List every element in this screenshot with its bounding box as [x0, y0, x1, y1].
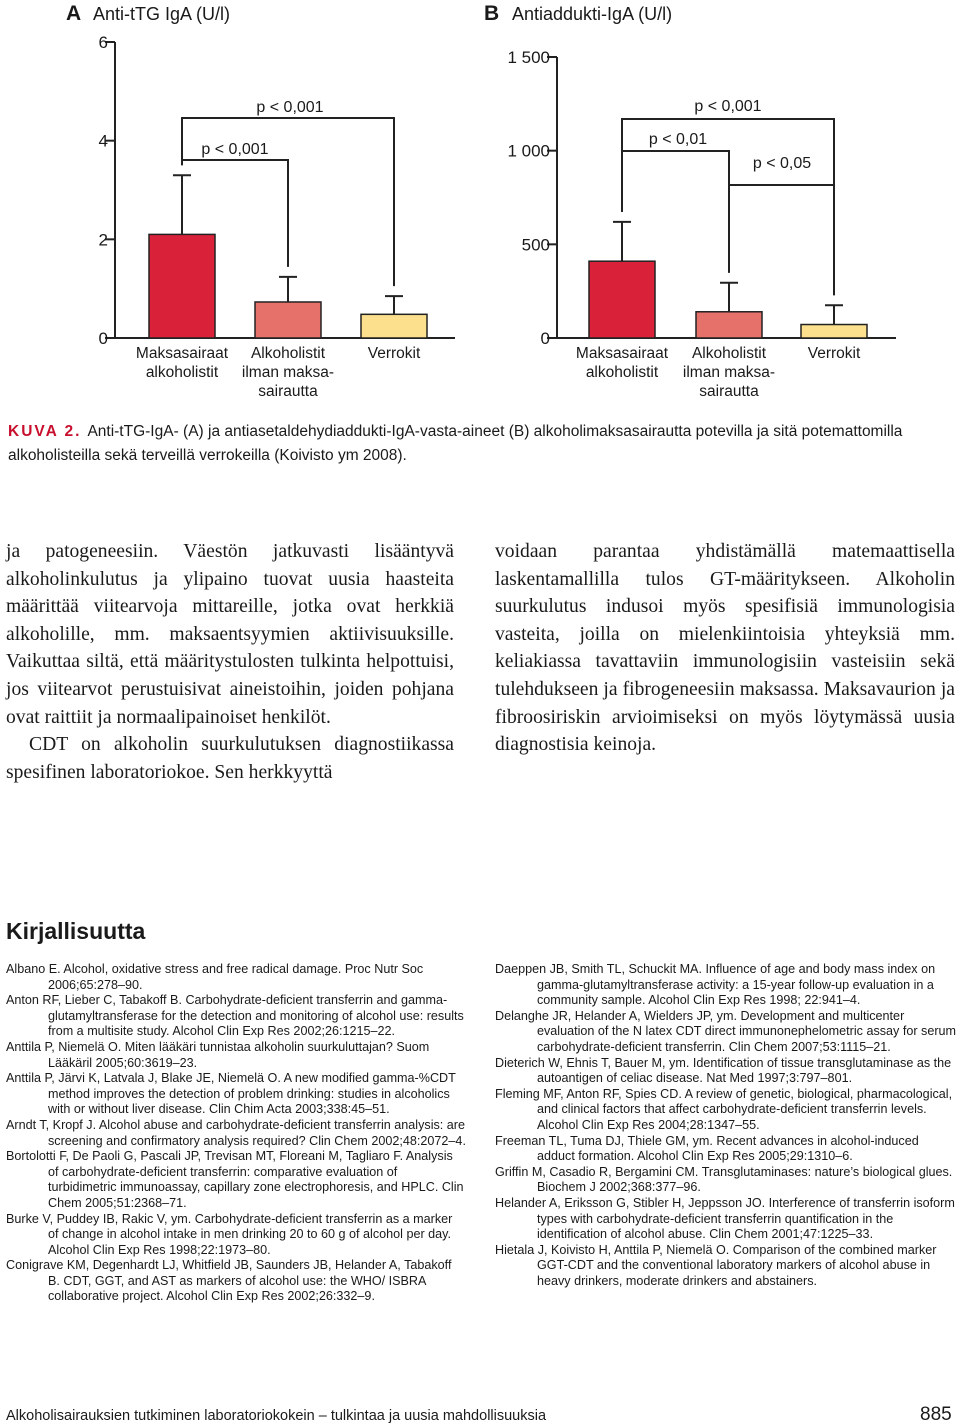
x-category-label: Maksasairaat: [135, 345, 229, 362]
x-category-label: Verrokit: [367, 345, 421, 362]
references-heading: Kirjallisuutta: [6, 918, 146, 944]
y-tick-label: 6: [98, 33, 108, 52]
y-tick-label: 1 000: [507, 141, 550, 161]
x-category-label: alkoholistit: [585, 364, 659, 381]
references-column-right: [495, 962, 957, 1289]
panel-a-letter: A: [66, 2, 82, 25]
bar: [361, 314, 427, 338]
significance-bracket: [729, 185, 834, 295]
chart-panel-b: [507, 48, 896, 400]
reference-item: Helander A, Eriksson G, Stibler H, Jeppsson JO. Interference of transferrin isoform types with carbohydrate-deficient transferrin quantification in the identification of alcohol abuse. Clin Chem 2001;47:1225–33.: [495, 1195, 955, 1242]
x-category-label: Verrokit: [807, 345, 861, 362]
significance-bracket: [622, 151, 729, 273]
reference-item: Anttila P, Niemelä O. Miten lääkäri tunnistaa alkoholin suurkuluttajan? Suom Lääkäril 2005;60:3619–23.: [6, 1039, 430, 1070]
y-tick-label: 0: [98, 329, 108, 348]
bar: [149, 234, 215, 338]
panel-b-title: Antiaddukti-IgA (U/l): [512, 4, 673, 24]
body-column-right: [495, 538, 955, 759]
reference-item: Anton RF, Lieber C, Tabakoff B. Carbohydrate-deficient transferrin and gamma-glutamyltransferase for the detection and monitoring of alcohol use: results from a multisite study. Alcohol Clin Exp Res 2002;26:1215–22.: [6, 993, 464, 1039]
x-category-label: Alkoholistit: [250, 345, 326, 362]
reference-item: Freeman TL, Tuma DJ, Thiele GM, ym. Recent advances in alcohol-induced adduct formation. Alcohol Clin Exp Res 2005;29:1310–6.: [495, 1133, 919, 1164]
x-category-label: Maksasairaat: [575, 345, 669, 362]
reference-item: Albano E. Alcohol, oxidative stress and free radical damage. Proc Nutr Soc 2006;65:278–90.: [6, 962, 424, 992]
reference-item: Bortolotti F, De Paoli G, Pascali JP, Trevisan MT, Floreani M, Tagliaro F. Analysis of carbohydrate-deficient transferrin: comparative evaluation of turbidimetric immunoassay, capillary zone electrophoresis, and HPLC. Clin Chem 2005;51:2368–71.: [6, 1149, 464, 1210]
bar: [696, 312, 762, 338]
p-value-label: p < 0,001: [694, 98, 762, 115]
reference-item: Conigrave KM, Degenhardt LJ, Whitfield JB, Saunders JB, Helander A, Tabakoff B. CDT, GGT, and AST as markers of alcohol use: the WHO/ ISBRA collaborative project. Alcohol Clin Exp Res 2002;26:332–9.: [6, 1258, 452, 1304]
x-category-label: ilman maksa-: [682, 364, 776, 381]
reference-item: Dieterich W, Ehnis T, Bauer M, ym. Identification of tissue transglutaminase as the autoantigen of celiac disease. Nat Med 1997;3:797–801.: [495, 1055, 952, 1086]
reference-item: Griffin M, Casadio R, Bergamini CM. Transglutaminases: nature’s biological glues. Biochem J 2002;368:377–96.: [495, 1164, 953, 1195]
reference-item: Arndt T, Kropf J. Alcohol abuse and carbohydrate-deficient transferrin analysis: are screening and confirmatory analysis required? Clin Chem 2002;48:2072–4.: [6, 1117, 466, 1148]
y-tick-label: 0: [540, 329, 550, 348]
page-number: 885: [920, 1404, 952, 1425]
reference-item: Burke V, Puddey IB, Rakic V, ym. Carbohydrate-deficient transferrin as a marker of change in alcohol intake in men drinking 20 to 60 g of alcohol per day. Alcohol Clin Exp Res 1998;22:1973–80.: [6, 1211, 453, 1257]
x-category-label: alkoholistit: [145, 364, 219, 381]
reference-item: Delanghe JR, Helander A, Wielders JP, ym. Development and multicenter evaluation of the N latex CDT direct immunonephelometric assay for serum carbohydrate-deficient transferrin. Clin Chem 2007;53:1115–21.: [495, 1008, 957, 1054]
bar: [801, 325, 867, 338]
y-tick-label: 4: [98, 131, 108, 151]
panel-a-title: Anti-tTG IgA (U/l): [93, 4, 231, 24]
body-paragraph: voidaan parantaa yhdistämällä matemaattisella laskentamallilla tulos GT-määritykseen. Alkoholin suurkulutus indusoi myös spesifisiä immunologisia vasteita, joilla on mielenkiintoisia yhteyksiä mm. keliakiassa tavattaviin immunologisiin vasteisiin sekä tulehdukseen ja fibrogeneesiin maksassa. Maksavaurion ja fibroosiriskin arvioimiseksi on myös löytymässä uusia diagnostisia keinoja.: [495, 541, 955, 756]
p-value-label: p < 0,001: [201, 141, 269, 158]
y-tick-label: 500: [521, 235, 550, 255]
reference-item: Fleming MF, Anton RF, Spies CD. A review of genetic, biological, pharmacological, and clinical factors that affect carbohydrate-deficient transferrin levels. Alcohol Clin Exp Res 2004;28:1347–55.: [495, 1086, 953, 1132]
p-value-label: p < 0,05: [752, 155, 812, 172]
y-tick-label: 1 500: [507, 48, 550, 67]
reference-item: Daeppen JB, Smith TL, Schuckit MA. Influence of age and body mass index on gamma-glutamyltransferase activity: a 15-year follow-up evaluation in a community sample. Alcohol Clin Exp Res 1998; 22:941–4.: [495, 962, 936, 1008]
body-paragraph: ja patogeneesiin. Väestön jatkuvasti lisääntyvä alkoholinkulutus ja ylipaino tuovat uusia haasteita määrittää viitearvoja mittareille, jotka ovat herkkiä alkoholille, mm. maksaentsyymien aktiivisuuksille. Vaikuttaa siltä, että määritystulosten tulkinta helpottuisi, jos viitearvot perustuisivat aineistoihin, joiden pohjana ovat raittiit ja normaalipainoiset henkilöt.: [6, 541, 454, 728]
figure-caption: [8, 420, 953, 468]
body-column-left: [6, 538, 454, 786]
figure-kuva-2: [0, 0, 960, 410]
reference-item: Hietala J, Koivisto H, Anttila P, Niemelä O. Comparison of the combined marker GGT-CDT and the conventional laboratory markers of alcohol abuse in heavy drinkers, moderate drinkers and abstainers.: [495, 1242, 937, 1288]
reference-item: Anttila P, Järvi K, Latvala J, Blake JE, Niemelä O. A new modified gamma-%CDT method improves the detection of problem drinking: studies in alcoholics with or without liver disease. Clin Chim Acta 2003;338:45–51.: [6, 1071, 456, 1117]
x-category-label: Alkoholistit: [691, 345, 767, 362]
x-category-label: ilman maksa-: [241, 364, 335, 381]
panel-b-letter: B: [484, 2, 500, 25]
body-paragraph: CDT on alkoholin suurkulutuksen diagnostiikassa spesifinen laboratoriokoe. Sen herkkyyttä: [6, 734, 454, 783]
p-value-label: p < 0,01: [648, 131, 708, 148]
footer-running-title: Alkoholisairauksien tutkiminen laboratoriokokein – tulkintaa ja uusia mahdollisuuksia: [6, 1408, 547, 1424]
y-tick-label: 2: [98, 230, 108, 250]
bar: [589, 261, 655, 338]
p-value-label: p < 0,001: [256, 99, 324, 116]
caption-label: KUVA 2.: [8, 423, 82, 440]
caption-text: Anti-tTG-IgA- (A) ja antiasetaldehydiaddukti-IgA-vasta-aineet (B) alkoholimaksasairautta potevilla ja sitä potemattomilla alkoholisteilla sekä terveillä verrokeilla (Koivisto ym 2008).: [8, 423, 903, 464]
chart-panel-a: [99, 33, 455, 400]
bar: [255, 302, 321, 338]
x-category-label: sairautta: [258, 383, 318, 400]
references-column-left: [6, 962, 466, 1305]
x-category-label: sairautta: [699, 383, 759, 400]
